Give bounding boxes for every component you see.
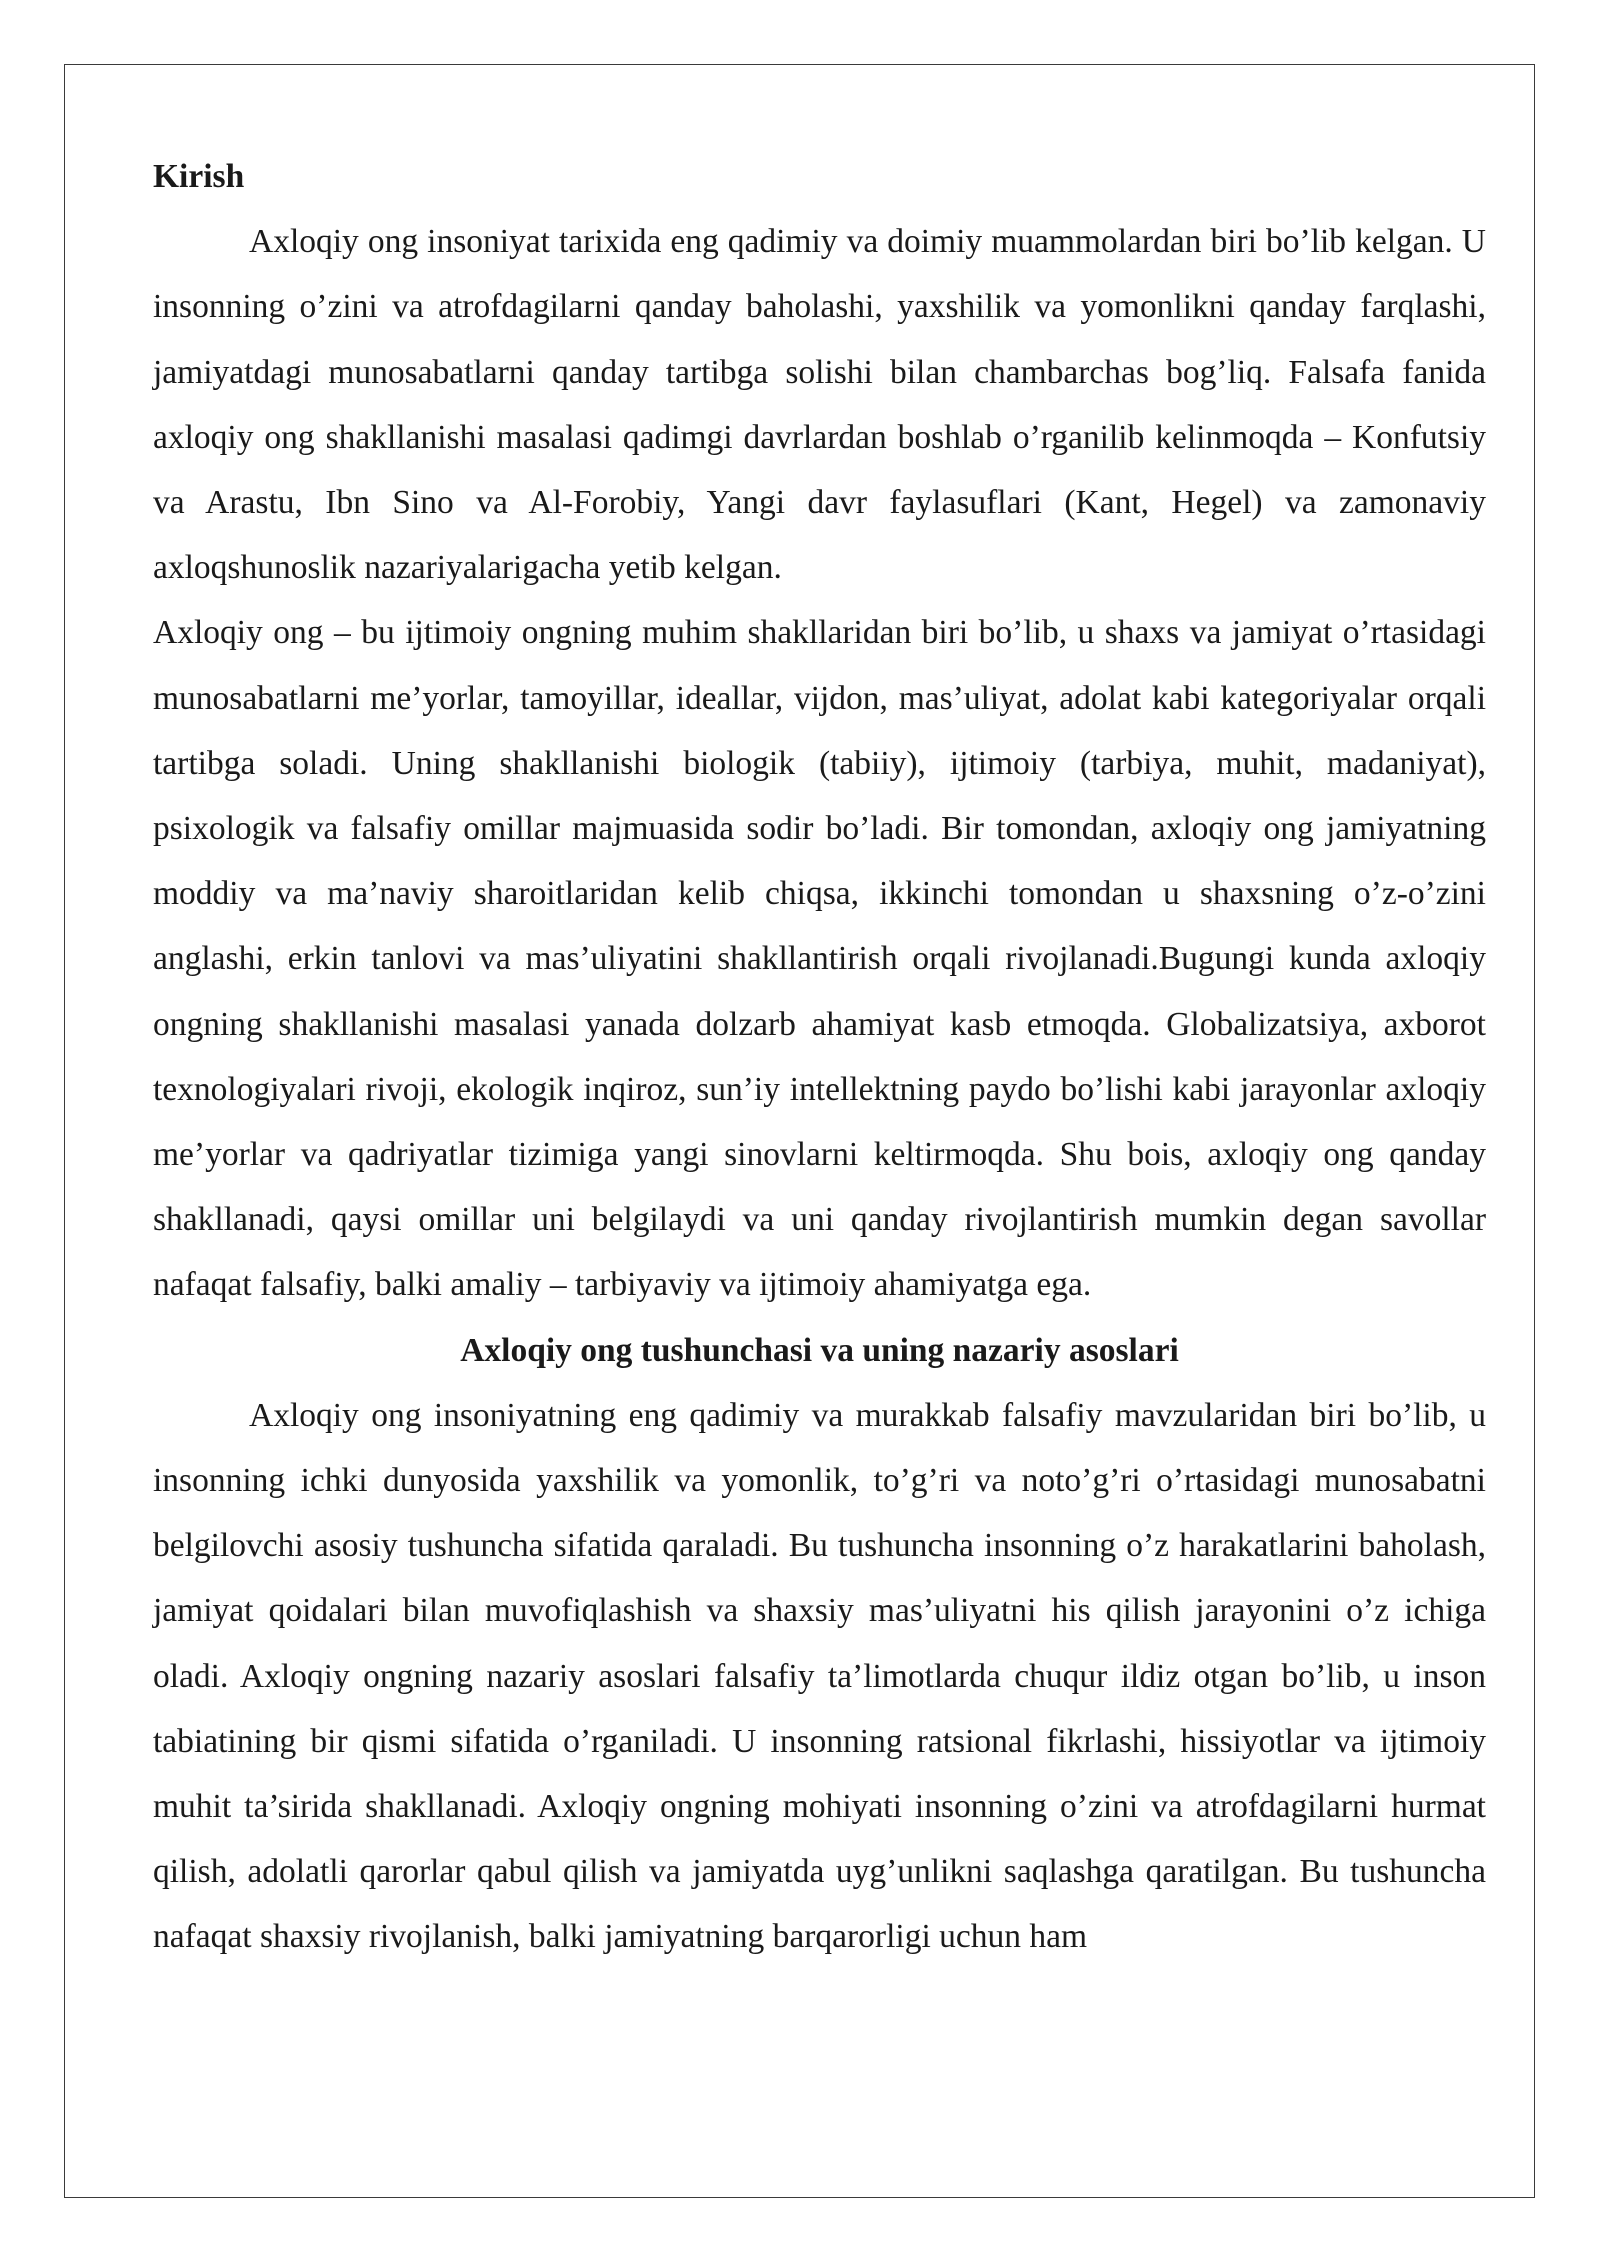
- intro-heading: Kirish: [153, 158, 245, 195]
- intro-paragraph-1: Axloqiy ong insoniyat tarixida eng qadimiy va doimiy muammolardan biri bo’lib kelgan. U insonning o’zini va atrofdagilarni qanday baholashi, yaxshilik va yomonlikni qanday farqlashi, jamiyatdagi munosabatlarni qanday tartibga solishi bilan chambarchas bog’liq. Falsafa fanida axloqiy ong shakllanishi masalasi qadimgi davrlardan boshlab o’rganilib kelinmoqda – Konfutsiy va Arastu, Ibn Sino va Al-Forobiy, Yangi davr faylasuflari (Kant, Hegel) va zamonaviy axloqshunoslik nazariyalarigacha yetib kelgan.: [153, 223, 1486, 587]
- intro-paragraph-2: Axloqiy ong – bu ijtimoiy ongning muhim shakllaridan biri bo’lib, u shaxs va jamiyat o’rtasidagi munosabatlarni me’yorlar, tamoyillar, ideallar, vijdon, mas’uliyat, adolat kabi kategoriyalar orqali tartibga soladi. Uning shakllanishi biologik (tabiiy), ijtimoiy (tarbiya, muhit, madaniyat), psixologik va falsafiy omillar majmuasida sodir bo’ladi. Bir tomondan, axloqiy ong jamiyatning moddiy va ma’naviy sharoitlaridan kelib chiqsa, ikkinchi tomondan u shaxsning o’z-o’zini anglashi, erkin tanlovi va mas’uliyatini shakllantirish orqali rivojlanadi.Bugungi kunda axloqiy ongning shakllanishi masalasi yanada dolzarb ahamiyat kasb etmoqda. Globalizatsiya, axborot texnologiyalari rivoji, ekologik inqiroz, sun’iy intellektning paydo bo’lishi kabi jarayonlar axloqiy me’yorlar va qadriyatlar tizimiga yangi sinovlarni keltirmoqda. Shu bois, axloqiy ong qanday shakllanadi, qaysi omillar uni belgilaydi va uni qanday rivojlantirish mumkin degan savollar nafaqat falsafiy, balki amaliy – tarbiyaviy va ijtimoiy ahamiyatga ega.: [153, 614, 1486, 1304]
- section-paragraph-1: Axloqiy ong insoniyatning eng qadimiy va murakkab falsafiy mavzularidan biri bo’lib, u insonning ichki dunyosida yaxshilik va yomonlik, to’g’ri va noto’g’ri o’rtasidagi munosabatni belgilovchi asosiy tushuncha sifatida qaraladi. Bu tushuncha insonning o’z harakatlarini baholash, jamiyat qoidalari bilan muvofiqlashish va shaxsiy mas’uliyatni his qilish jarayonini o’z ichiga oladi. Axloqiy ongning nazariy asoslari falsafiy ta’limotlarda chuqur ildiz otgan bo’lib, u inson tabiatining bir qismi sifatida o’rganiladi. U insonning ratsional fikrlashi, hissiyotlar va ijtimoiy muhit ta’sirida shakllanadi. Axloqiy ongning mohiyati insonning o’zini va atrofdagilarni hurmat qilish, adolatli qarorlar qabul qilish va jamiyatda uyg’unlikni saqlashga qaratilgan. Bu tushuncha nafaqat shaxsiy rivojlanish, balki jamiyatning barqarorligi uchun ham: [153, 1396, 1486, 1956]
- document-body: [153, 144, 1486, 1970]
- section-heading: Axloqiy ong tushunchasi va uning nazariy asoslari: [460, 1331, 1179, 1369]
